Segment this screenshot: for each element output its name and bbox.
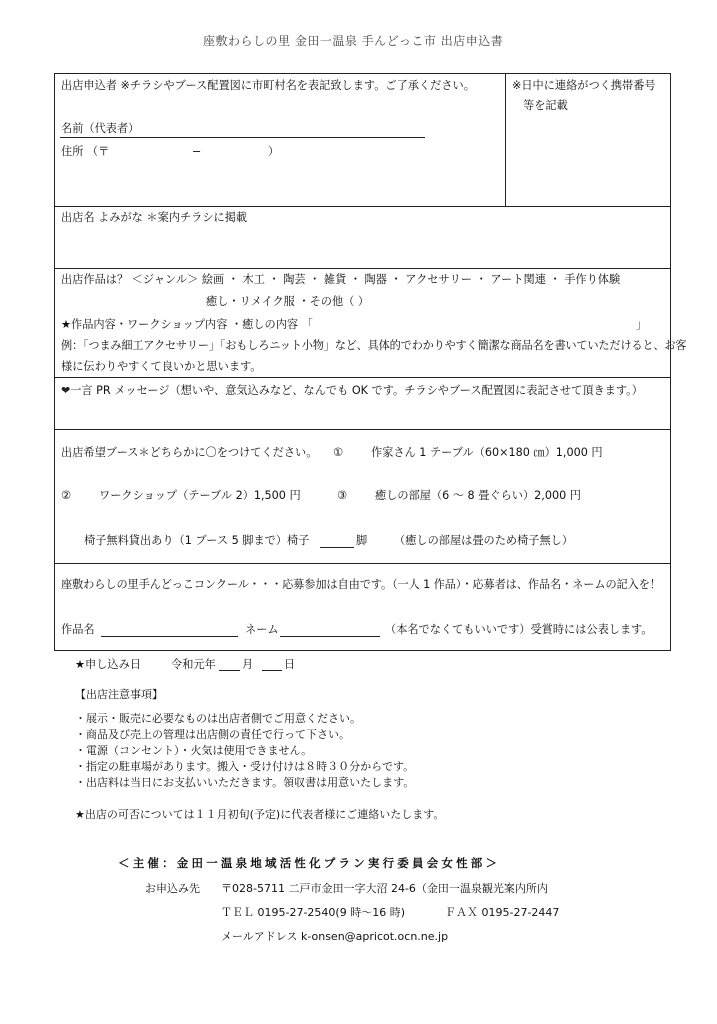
address-label: 住所 （〒	[61, 145, 110, 158]
booth-option-1-number[interactable]: ①	[333, 446, 344, 459]
fax: ＦＡＸ 0195-27-2447	[445, 906, 560, 919]
date-day-field[interactable]	[262, 670, 282, 671]
contest-text: 座敷わらしの里手んどっこコンクール・・・応募参加は自由です。（一人 1 作品）・応募者は、作品名・ネームの記入を！	[61, 578, 661, 591]
notes-item: ・電源（コンセント）・火気は使用できません。	[75, 744, 313, 757]
contest-work-field[interactable]	[101, 636, 238, 637]
daytime-contact-note: ※日中に連絡がつく携帯番号	[512, 79, 656, 92]
notes-item: ・展示・販売に必要なものは出店者側でご用意ください。	[75, 712, 361, 725]
notes-item: ・指定の駐車場があります。搬入・受け付けは８時３０分からです。	[75, 760, 415, 773]
row-divider	[54, 563, 671, 564]
chairs-label: 椅子無料貸出あり（1 ブース 5 脚まで）椅子	[84, 534, 310, 547]
chairs-count-field[interactable]	[320, 547, 354, 548]
row-divider	[54, 377, 671, 378]
address-close: ）	[268, 145, 280, 158]
chairs-unit: 脚	[356, 534, 368, 547]
application-date-month: 月	[242, 658, 254, 671]
booth-label: 出店希望ブース＊どちらかに〇をつけてください。	[61, 446, 318, 459]
notes-heading: 【出店注意事項】	[75, 688, 163, 701]
contest-name-label: ネーム	[245, 623, 279, 636]
pr-message-label	[61, 385, 643, 396]
chairs-note: （癒しの部屋は畳のため椅子無し）	[394, 534, 574, 547]
application-date-label: ★申し込み日	[75, 658, 141, 671]
name-label: 名前（代表者）	[61, 122, 140, 135]
shop-name-label: 出店名 よみがな ＊案内チラシに掲載	[61, 211, 248, 224]
booth-option-2: ワークショップ（テーブル 2）1,500 円	[99, 489, 301, 502]
name-field[interactable]	[60, 137, 425, 138]
apply-label: お申込み先	[145, 882, 200, 895]
notes-item: ・商品及び売上の管理は出店側の責任で行って下さい。	[75, 728, 350, 741]
pr-message-text: 一言 PR メッセージ（想いや、意気込みなど、なんでも OK です。チラシやブース配置図に表記させて頂きます。）	[70, 384, 643, 397]
applicant-label: 出店申込者 ※チラシやブース配置図に市町村名を表記致します。ご了承ください。	[61, 79, 475, 92]
organizer: ＜主催：金田一温泉地域活性化プラン実行委員会女性部＞	[118, 856, 501, 870]
application-date-era: 令和元年	[171, 658, 216, 671]
page-title: 座敷わらしの里 金田一温泉 手んどっこ市 出店申込書	[203, 34, 504, 48]
application-date-day: 日	[284, 658, 296, 671]
date-month-field[interactable]	[219, 670, 240, 671]
contest-name-field[interactable]	[280, 636, 380, 637]
booth-option-1: 作家さん 1 テーブル（60×180 ㎝）1,000 円	[371, 446, 603, 459]
daytime-contact-note-2: 等を記載	[523, 99, 568, 112]
contest-name-note: （本名でなくてもいいです）受賞時には公表します。	[385, 623, 653, 636]
postal-dash: −	[192, 145, 202, 158]
work-content-label: ★作品内容・ワークショップ内容 ・癒しの内容 「	[61, 318, 313, 331]
work-content-close: 」	[636, 318, 648, 331]
contest-work-label: 作品名	[61, 623, 95, 636]
column-divider	[505, 73, 506, 206]
booth-option-3: 癒しの部屋（6 ～ 8 畳ぐらい）2,000 円	[375, 489, 581, 502]
booth-option-3-number[interactable]: ③	[337, 489, 348, 502]
example-line: 例：「つまみ細工アクセサリー」「おもしろニット小物」など、具体的でわかりやすく簡潔な商品名を書いていただけると、お客	[61, 339, 687, 352]
heart-icon: ❤	[61, 384, 71, 397]
row-divider	[54, 429, 671, 430]
row-divider	[54, 268, 671, 269]
email[interactable]: メールアドレス k-onsen@apricot.ocn.ne.jp	[221, 930, 449, 943]
example-line-2: 様に伝わりやすくて良いかと思います。	[61, 360, 262, 373]
booth-option-2-number[interactable]: ②	[61, 489, 72, 502]
apply-address: 〒028-5711 二戸市金田一字大沼 24-6（金田一温泉観光案内所内	[221, 882, 548, 895]
notes-item: ・出店料は当日にお支払いいただきます。領収書は用意いたします。	[75, 776, 415, 789]
genre-line-2: 癒し・リメイク服 ・その他（ ）	[206, 295, 370, 308]
tel: ＴＥＬ 0195-27-2540(9 時～16 時)	[221, 906, 405, 919]
decision-note: ★出店の可否については１１月初旬(予定)に代表者様にご連絡いたします。	[75, 808, 445, 821]
genre-line: 出店作品は？ ＜ジャンル＞ 絵画 ・ 木工 ・ 陶芸 ・ 雑貨 ・ 陶器 ・ アクセサリー ・ アート関連 ・ 手作り体験	[61, 273, 621, 286]
row-divider	[54, 206, 671, 207]
